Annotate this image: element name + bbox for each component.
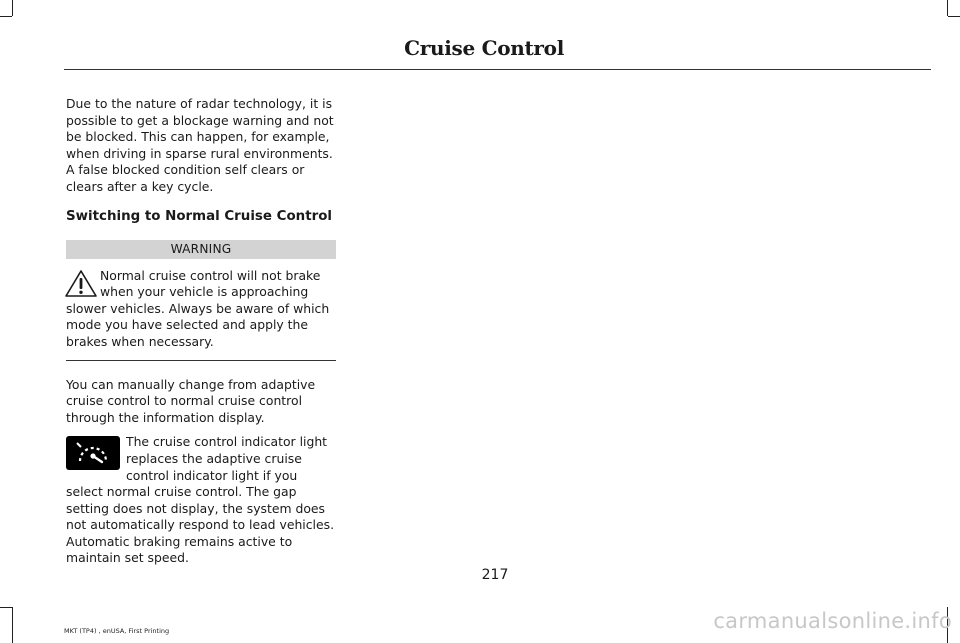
warning-box — [66, 240, 336, 361]
crop-mark — [0, 16, 12, 17]
warning-triangle-icon — [64, 269, 98, 299]
section-heading: Switching to Normal Cruise Control — [66, 208, 332, 224]
indicator-text: The cruise control indicator light replaces the adaptive cruise control indicator light if you select normal cruise control. The gap setting does not display, the system does not automatically respond to lead vehicles. Automatic braking remains active to maintain set speed. — [66, 434, 335, 566]
warning-body — [66, 268, 336, 361]
watermark: carmanualsonline.info — [713, 609, 952, 633]
print-info: MKT (TP4) , enUSA, First Printing — [64, 627, 170, 635]
warning-label: WARNING — [66, 240, 336, 259]
manual-change-paragraph: You can manually change from adaptive cruise control to normal cruise control through the information display. — [66, 376, 316, 425]
header-divider — [64, 69, 931, 70]
page-title: Cruise Control — [404, 36, 564, 60]
crop-mark — [0, 607, 12, 608]
crop-mark — [947, 0, 948, 16]
cruise-control-indicator-icon — [66, 436, 120, 470]
text-column — [66, 96, 336, 567]
warning-text: Normal cruise control will not brake when your vehicle is approaching slower vehicles. Always be aware of which mode you have selected and apply the brakes when necessary. — [66, 267, 330, 349]
crop-mark — [12, 607, 13, 643]
intro-paragraph: Due to the nature of radar technology, it is possible to get a blockage warning and not be blocked. This can happen, for example, when driving in sparse rural environments. A false blocked condition self clears or clears after a key cycle. — [66, 96, 334, 194]
crop-mark — [12, 0, 13, 16]
page-number: 217 — [481, 567, 509, 583]
crop-mark — [948, 16, 960, 17]
indicator-paragraph — [66, 434, 336, 567]
